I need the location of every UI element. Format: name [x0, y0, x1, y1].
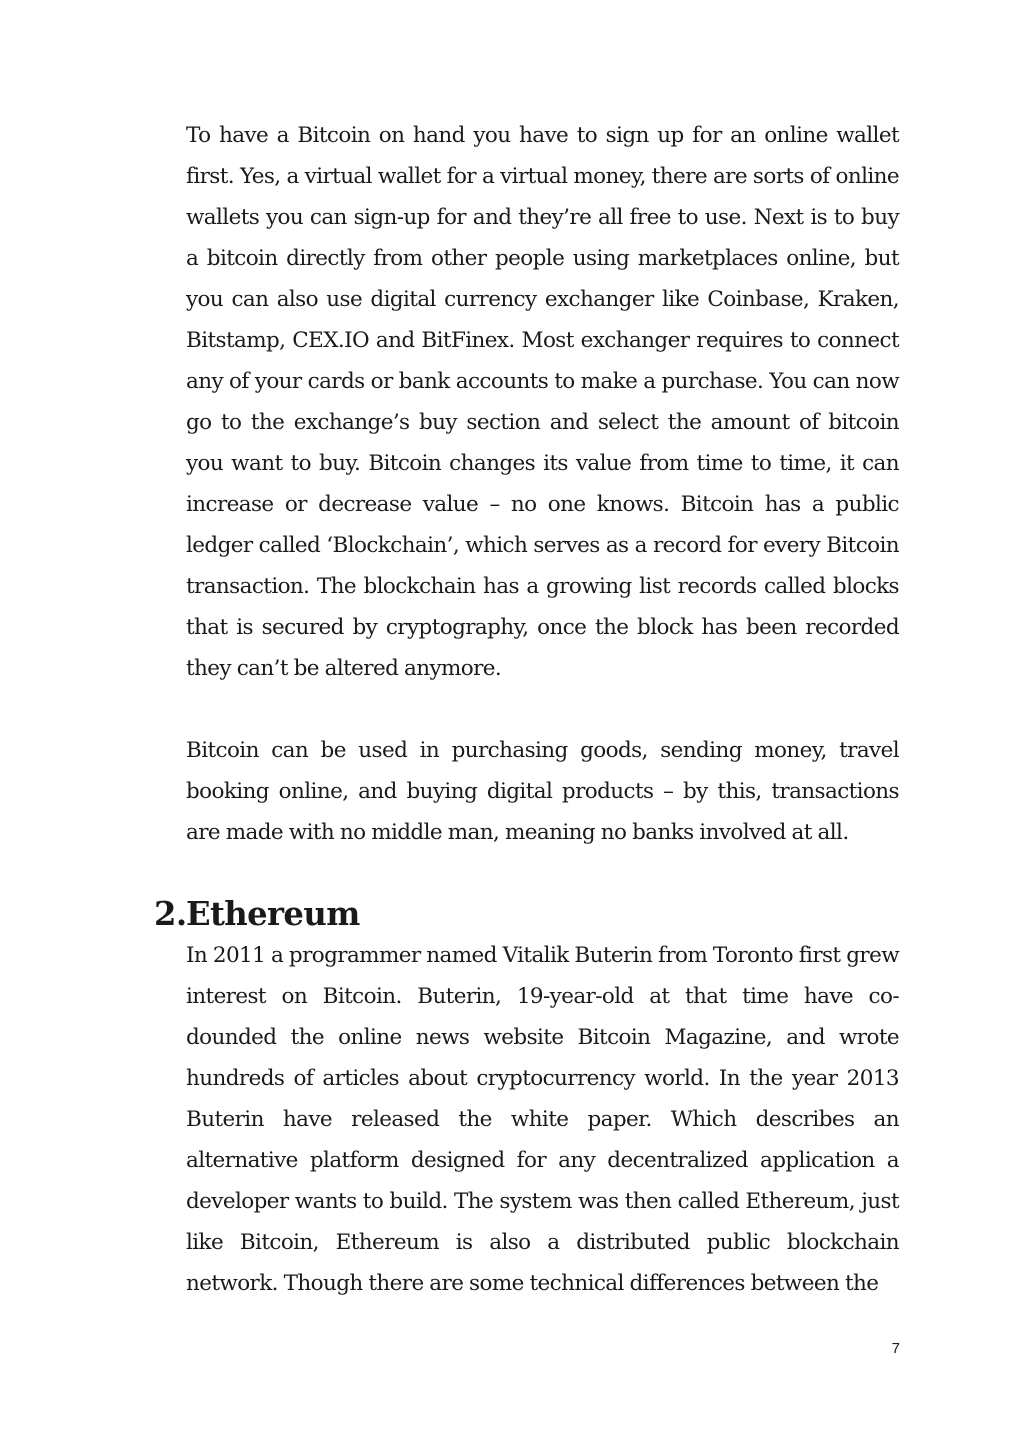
paragraph-spacer: [186, 689, 899, 730]
paragraph-bitcoin-wallet: To have a Bitcoin on hand you have to sign up for an online wallet first. Yes, a virtual wallet for a virtual money, there are sorts of online wallets you can sign-up for and they’re all free to use. Next is to buy a bitcoin directly from other people using marketplaces online, but you can also use digital currency exchanger like Coinbase, Kraken, Bitstamp, CEX.IO and BitFinex. Most exchanger requires to connect any of your cards or bank accounts to make a purchase. You can now go to the exchange’s buy section and select the amount of bitcoin you want to buy. Bitcoin changes its value from time to time, it can increase or decrease value – no one knows. Bitcoin has a public ledger called ‘Blockchain’, which serves as a record for every Bitcoin transaction. The blockchain has a growing list records called blocks that is secured by cryptography, once the block has been recorded they can’t be altered anymore.: [186, 123, 899, 681]
page-body: [154, 115, 899, 1304]
paragraph-spacer: [186, 853, 899, 894]
page-number: 7: [891, 1340, 900, 1357]
paragraph-bitcoin-uses: Bitcoin can be used in purchasing goods, sending money, travel booking online, and buying digital products – by this, transactions are made with no middle man, meaning no banks involved at all.: [186, 738, 899, 845]
section-number: 2.: [154, 895, 187, 933]
paragraph-ethereum-history: In 2011 a programmer named Vitalik Buterin from Toronto first grew interest on Bitcoin. Buterin, 19-year-old at that time have co-dounded the online news website Bitcoin Magazine, and wrote hundreds of articles about cryptocurrency world. In the year 2013 Buterin have released the white paper. Which describes an alternative platform designed for any decentralized application a developer wants to build. The system was then called Ethereum, just like Bitcoin, Ethereum is also a distributed public blockchain network. Though there are some technical differences between the: [186, 943, 899, 1296]
section-title: Ethereum: [186, 895, 360, 933]
section-heading: [154, 894, 899, 935]
